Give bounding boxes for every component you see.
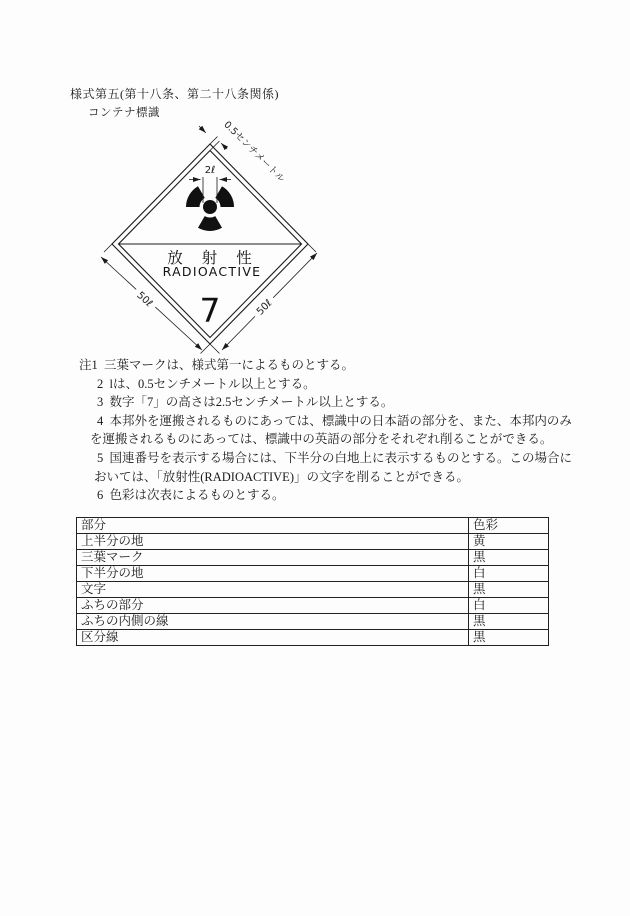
table-row	[77, 630, 549, 646]
note-line-4-continued: を運搬されるものにあっては、標識中の英語の部分をそれぞれ削ることができる。	[90, 432, 553, 447]
color-cell: 黒	[469, 582, 549, 598]
part-cell: ふちの内側の線	[77, 614, 469, 630]
edge-extension-line	[201, 344, 211, 354]
note-line-1: 注1 三葉マークは、様式第一によるものとする。	[79, 358, 355, 372]
table-row	[77, 534, 549, 550]
form-title: 様式第五(第十八条、第二十八条関係)	[70, 87, 279, 101]
edge-extension-line	[210, 137, 218, 145]
color-cell: 白	[469, 566, 549, 582]
color-table-header-color: 色彩	[469, 518, 549, 534]
table-row	[77, 598, 549, 614]
placard-label-japanese: 放射性	[167, 249, 271, 267]
placard-label-english: RADIOACTIVE	[162, 264, 262, 279]
note-line-2: 2 lは、0.5センチメートル以上とする。	[97, 376, 316, 391]
color-cell: 黒	[469, 614, 549, 630]
color-cell: 黒	[469, 550, 549, 566]
dimension-arrow	[221, 143, 227, 149]
figure-caption: コンテナ標識	[88, 107, 160, 119]
color-cell: 白	[469, 598, 549, 614]
table-row	[77, 566, 549, 582]
part-cell: 三葉マーク	[77, 550, 469, 566]
note-line-4: 4 本邦外を運搬されるものにあっては、標識中の日本語の部分を、また、本邦内のみ	[97, 413, 572, 428]
notes-section	[79, 356, 572, 505]
color-cell: 黄	[469, 534, 549, 550]
color-table	[76, 517, 549, 646]
part-cell: ふちの部分	[77, 598, 469, 614]
table-row	[77, 582, 549, 598]
color-table-header-row	[77, 518, 549, 534]
note-line-5: 5 国連番号を表示する場合には、下半分の白地上に表示するものとする。この場合に	[97, 450, 573, 465]
table-row	[77, 550, 549, 566]
un-class-number: 7	[199, 291, 221, 330]
table-row	[77, 614, 549, 630]
radiation-trefoil-icon	[186, 186, 234, 231]
trefoil-diameter-dimension-label: 2ℓ	[204, 165, 216, 176]
right-edge-dimension-label: 50ℓ	[254, 297, 275, 318]
note-line-3: 3 数字「7」の高さは2.5センチメートル以上とする。	[97, 395, 394, 410]
dimension-arrow	[199, 126, 206, 133]
color-cell: 黒	[469, 630, 549, 646]
edge-extension-line	[104, 244, 112, 252]
trefoil-center-circle	[203, 200, 217, 214]
part-cell: 上半分の地	[77, 534, 469, 550]
container-placard-figure	[60, 118, 360, 363]
left-edge-dimension-label: 50ℓ	[134, 289, 155, 310]
part-cell: 区分線	[77, 630, 469, 646]
part-cell: 下半分の地	[77, 566, 469, 582]
edge-extension-line	[210, 344, 220, 354]
note-line-6: 6 色彩は次表によるものとする。	[97, 488, 285, 503]
part-cell: 文字	[77, 582, 469, 598]
color-table-header-part: 部分	[77, 518, 469, 534]
edge-extension-line	[308, 244, 316, 252]
note-line-5-continued: おいては、「放射性(RADIOACTIVE)」の文字を削ることができる。	[94, 469, 469, 484]
border-width-dimension-label: 0.5センチメートル	[221, 119, 287, 185]
